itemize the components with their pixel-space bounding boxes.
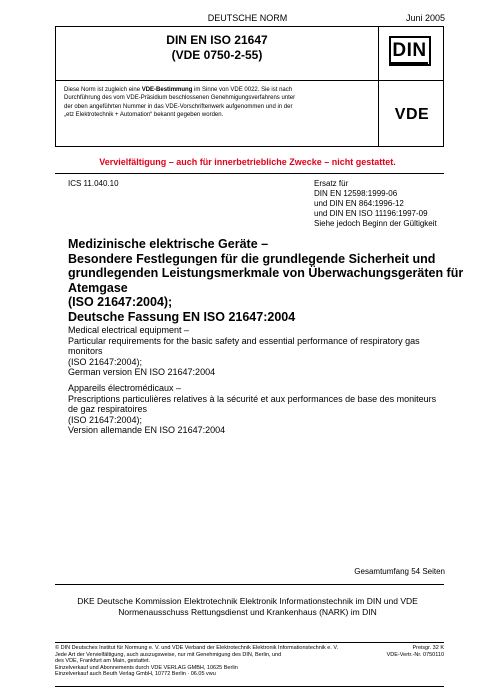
publication-date: Juni 2005 [405, 13, 445, 23]
german-title-line: (ISO 21647:2004); [68, 295, 173, 310]
replaces-line: Siehe jedoch Beginn der Gültigkeit [314, 219, 437, 228]
french-title-line: Prescriptions particulières relatives à la sécurité et aux performances de base des moniteurs [68, 393, 437, 404]
german-title-line: Atemgase [68, 280, 128, 295]
divider [55, 584, 444, 585]
copyright-line: Einzelverkauf auch Beuth Verlag GmbH, 10772 Berlin · 06.05 vwu [55, 671, 216, 678]
din-logo [389, 36, 431, 66]
english-title-line: monitors [68, 346, 103, 357]
german-title [68, 237, 463, 325]
french-title-line: de gaz respiratoires [68, 404, 148, 415]
french-title [68, 383, 436, 436]
copyright-line: © DIN Deutsches Institut für Normung e. V. und VDE Verband der Elektrotechnik Elektronik Informationstechnik e. V. [55, 645, 339, 651]
english-title-line: (ISO 21647:2004); [68, 356, 143, 367]
german-title-line: grundlegenden Leistungsmerkmale von Überwachungsgeräten für [68, 266, 464, 281]
french-title-line: Appareils électromédicaux – [68, 383, 182, 393]
replaces-line: und DIN EN 864:1996-12 [314, 199, 404, 208]
divider [55, 173, 444, 174]
vde-note-line: der oben angeführten Nummer in das VDE-Vorschriftenwerk aufgenommen und in der [64, 103, 293, 110]
replaces-block [314, 179, 437, 229]
din-logo-bar [391, 62, 428, 64]
ics-code: ICS 11.040.10 [68, 179, 119, 188]
french-title-line: (ISO 21647:2004); [68, 414, 143, 425]
copyright-line: Jede Art der Vervielfältigung, auch auszugsweise, nur mit Genehmigung des DIN, Berlin, und [55, 651, 282, 658]
copyright-line: Einzelverkauf und Abonnements durch VDE VERLAG GMBH, 10625 Berlin [55, 664, 238, 671]
vde-note-line: Durchführung des vom VDE-Präsidium beschlossenen Genehmigungsverfahrens unter [64, 95, 296, 102]
din-logo-cell [379, 27, 443, 81]
english-title [68, 325, 420, 378]
vde-logo-cell [379, 81, 443, 146]
total-pages: Gesamtumfang 54 Seiten [354, 567, 445, 576]
copyright-line: des VDE, Frankfurt am Main, gestattet. [55, 658, 151, 665]
vde-order-number: VDE-Vertr.-Nr. 0750110 [386, 651, 444, 658]
vde-logo: VDE [394, 106, 430, 123]
publisher-line: DKE Deutsche Kommission Elektrotechnik Elektronik Informationstechnik im DIN und VDE [77, 596, 418, 606]
german-title-line: Medizinische elektrische Geräte – [68, 237, 269, 251]
publisher-block [0, 596, 495, 618]
footer-box [55, 642, 444, 687]
standard-number-cell [56, 27, 379, 81]
german-title-line: Deutsche Fassung EN ISO 21647:2004 [68, 309, 296, 324]
french-title-line: Version allemande EN ISO 21647:2004 [68, 425, 226, 436]
publisher-line: Normenausschuss Rettungsdienst und Krankenhaus (NARK) im DIN [118, 607, 377, 617]
header-box [55, 26, 444, 147]
replaces-line: DIN EN 12598:1999-06 [314, 189, 398, 198]
vde-classification: (VDE 0750-2-55) [171, 48, 263, 62]
vde-note-line: Diese Norm ist zugleich eine VDE-Bestimmung im Sinne von VDE 0022. Sie ist nach [64, 87, 293, 93]
price-group: Preisgr. 32 K [412, 645, 444, 651]
vde-bestimmung-emphasis: VDE-Bestimmung [141, 87, 193, 93]
replaces-line: Ersatz für [314, 179, 349, 188]
german-title-line: Besondere Festlegungen für die grundlegende Sicherheit und [68, 251, 436, 266]
copyright-notice [55, 645, 385, 678]
standard-number: DIN EN ISO 21647 [166, 33, 268, 47]
english-title-line: German version EN ISO 21647:2004 [68, 367, 216, 378]
replaces-line: und DIN EN ISO 11196:1997-09 [314, 209, 428, 218]
vde-note-line: „etz Elektrotechnik + Automation“ bekannt gegeben worden. [64, 111, 224, 118]
english-title-line: Medical electrical equipment – [68, 325, 190, 335]
vde-note [56, 81, 379, 146]
price-info [387, 645, 444, 658]
english-title-line: Particular requirements for the basic safety and essential performance of respiratory gas [68, 335, 420, 346]
copy-warning: Vervielfältigung – auch für innerbetriebliche Zwecke – nicht gestattet. [99, 157, 396, 167]
din-logo-text: DIN [392, 40, 427, 61]
norm-type-label: DEUTSCHE NORM [207, 13, 288, 23]
